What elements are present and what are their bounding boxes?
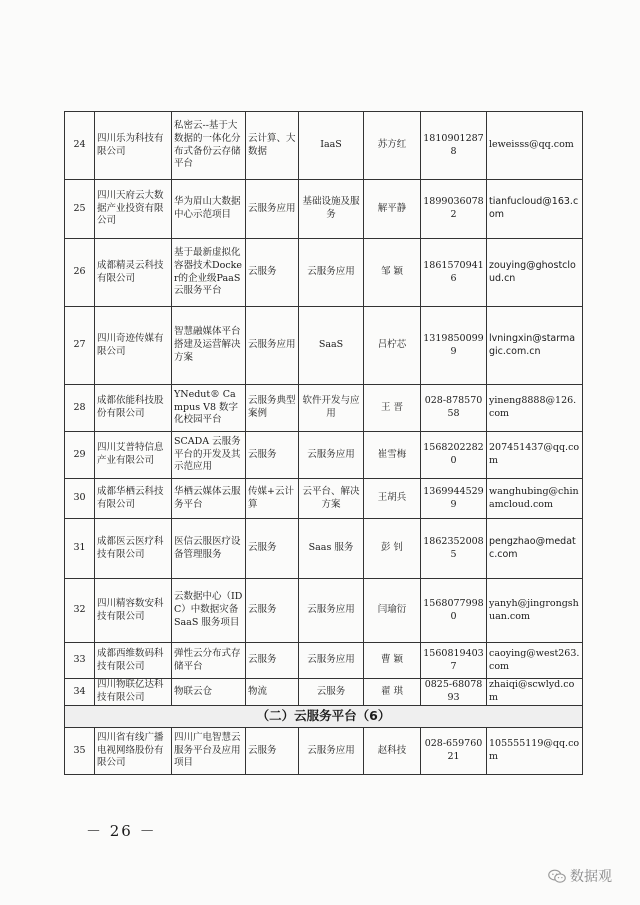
cell-company: 四川精容数安科技有限公司 bbox=[95, 579, 172, 643]
cell-field: 云服务 bbox=[246, 579, 299, 643]
wechat-icon bbox=[548, 869, 566, 884]
cell-no: 27 bbox=[65, 307, 95, 385]
cell-contact: 苏方红 bbox=[364, 112, 421, 180]
project-table bbox=[64, 111, 583, 775]
cell-type: 云服务应用 bbox=[299, 579, 364, 643]
cell-email: zhaiqi@scwlyd.com bbox=[487, 679, 583, 706]
cell-project: 医信云服医疗设备管理服务 bbox=[172, 519, 246, 579]
cell-contact: 吕柠芯 bbox=[364, 307, 421, 385]
table-row bbox=[65, 112, 583, 180]
cell-email: 105555119@qq.com bbox=[487, 728, 583, 775]
cell-no: 34 bbox=[65, 679, 95, 706]
cell-phone: 18623520085 bbox=[421, 519, 487, 579]
cell-project: SCADA 云服务平台的开发及其示范应用 bbox=[172, 432, 246, 479]
cell-type: 云服务应用 bbox=[299, 239, 364, 307]
cell-no: 29 bbox=[65, 432, 95, 479]
cell-phone: 13699445299 bbox=[421, 479, 487, 519]
cell-phone: 0825-6807893 bbox=[421, 679, 487, 706]
cell-field: 云服务典型案例 bbox=[246, 385, 299, 432]
cell-phone: 18109012878 bbox=[421, 112, 487, 180]
cell-project: 智慧融媒体平台搭建及运营解决方案 bbox=[172, 307, 246, 385]
cell-field: 物流 bbox=[246, 679, 299, 706]
cell-contact: 邹 颖 bbox=[364, 239, 421, 307]
cell-contact: 赵科技 bbox=[364, 728, 421, 775]
cell-company: 成都精灵云科技有限公司 bbox=[95, 239, 172, 307]
cell-no: 26 bbox=[65, 239, 95, 307]
table-row bbox=[65, 385, 583, 432]
cell-email: wanghubing@chinamcloud.com bbox=[487, 479, 583, 519]
cell-contact: 王胡兵 bbox=[364, 479, 421, 519]
cell-contact: 曹 颖 bbox=[364, 643, 421, 679]
cell-company: 四川乐为科技有限公司 bbox=[95, 112, 172, 180]
cell-company: 四川天府云大数据产业投资有限公司 bbox=[95, 180, 172, 239]
table-row bbox=[65, 307, 583, 385]
cell-type: 云服务应用 bbox=[299, 432, 364, 479]
table-row bbox=[65, 643, 583, 679]
page-number: － 26 － bbox=[86, 822, 157, 840]
table-row bbox=[65, 180, 583, 239]
cell-company: 四川艾普特信息产业有限公司 bbox=[95, 432, 172, 479]
cell-contact: 翟 琪 bbox=[364, 679, 421, 706]
cell-no: 32 bbox=[65, 579, 95, 643]
cell-email: tianfucloud@163.com bbox=[487, 180, 583, 239]
cell-email: pengzhao@medatc.com bbox=[487, 519, 583, 579]
section-title: （二）云服务平台（6） bbox=[65, 706, 583, 728]
cell-project: 云数据中心（IDC）中数据灾备 SaaS 服务项目 bbox=[172, 579, 246, 643]
cell-no: 30 bbox=[65, 479, 95, 519]
cell-contact: 王 晋 bbox=[364, 385, 421, 432]
table-row bbox=[65, 519, 583, 579]
cell-company: 四川奇迹传媒有限公司 bbox=[95, 307, 172, 385]
cell-company: 四川物联亿达科技有限公司 bbox=[95, 679, 172, 706]
cell-company: 成都医云医疗科技有限公司 bbox=[95, 519, 172, 579]
cell-phone: 028-87857058 bbox=[421, 385, 487, 432]
cell-no: 28 bbox=[65, 385, 95, 432]
cell-contact: 解平静 bbox=[364, 180, 421, 239]
watermark-text: 数据观 bbox=[570, 869, 612, 885]
table-row bbox=[65, 728, 583, 775]
cell-field: 云服务应用 bbox=[246, 180, 299, 239]
cell-type: 云服务应用 bbox=[299, 643, 364, 679]
cell-project: 四川广电智慧云服务平台及应用项目 bbox=[172, 728, 246, 775]
cell-field: 云服务 bbox=[246, 432, 299, 479]
cell-no: 25 bbox=[65, 180, 95, 239]
cell-email: lvningxin@starmagic.com.cn bbox=[487, 307, 583, 385]
cell-field: 云服务 bbox=[246, 239, 299, 307]
cell-no: 35 bbox=[65, 728, 95, 775]
cell-field: 云服务 bbox=[246, 728, 299, 775]
table-row bbox=[65, 479, 583, 519]
cell-email: leweisss@qq.com bbox=[487, 112, 583, 180]
cell-field: 云服务应用 bbox=[246, 307, 299, 385]
cell-project: 弹性云分布式存储平台 bbox=[172, 643, 246, 679]
cell-project: 华栖云媒体云服务平台 bbox=[172, 479, 246, 519]
cell-email: yineng8888@126.com bbox=[487, 385, 583, 432]
table-row bbox=[65, 239, 583, 307]
cell-email: 207451437@qq.com bbox=[487, 432, 583, 479]
cell-type: 软件开发与应用 bbox=[299, 385, 364, 432]
cell-contact: 闫瑜衍 bbox=[364, 579, 421, 643]
table-row bbox=[65, 679, 583, 706]
cell-field: 云服务 bbox=[246, 643, 299, 679]
cell-company: 成都依能科技股份有限公司 bbox=[95, 385, 172, 432]
cell-project: 基于最新虚拟化容器技术Docker的企业级PaaS云服务平台 bbox=[172, 239, 246, 307]
cell-no: 31 bbox=[65, 519, 95, 579]
cell-contact: 崔雪梅 bbox=[364, 432, 421, 479]
cell-phone: 028-65976021 bbox=[421, 728, 487, 775]
table-body bbox=[65, 112, 583, 775]
cell-phone: 18615709416 bbox=[421, 239, 487, 307]
cell-field: 传媒+云计算 bbox=[246, 479, 299, 519]
cell-project: 私密云--基于大数据的一体化分布式备份云存储平台 bbox=[172, 112, 246, 180]
table-row bbox=[65, 432, 583, 479]
cell-email: yanyh@jingrongshuan.com bbox=[487, 579, 583, 643]
cell-phone: 15680779980 bbox=[421, 579, 487, 643]
cell-project: 华为眉山大数据中心示范项目 bbox=[172, 180, 246, 239]
table-row bbox=[65, 579, 583, 643]
cell-email: caoying@west263.com bbox=[487, 643, 583, 679]
section-row bbox=[65, 706, 583, 728]
cell-phone: 15608194037 bbox=[421, 643, 487, 679]
watermark bbox=[548, 866, 612, 886]
cell-phone: 18990360782 bbox=[421, 180, 487, 239]
cell-contact: 彭 钊 bbox=[364, 519, 421, 579]
cell-type: 云平台、解决方案 bbox=[299, 479, 364, 519]
cell-type: 云服务应用 bbox=[299, 728, 364, 775]
cell-field: 云服务 bbox=[246, 519, 299, 579]
cell-project: 物联云仓 bbox=[172, 679, 246, 706]
cell-company: 四川省有线广播电视网络股份有限公司 bbox=[95, 728, 172, 775]
cell-company: 成都西维数码科技有限公司 bbox=[95, 643, 172, 679]
cell-field: 云计算、大数据 bbox=[246, 112, 299, 180]
cell-company: 成都华栖云科技有限公司 bbox=[95, 479, 172, 519]
cell-no: 24 bbox=[65, 112, 95, 180]
cell-type: Saas 服务 bbox=[299, 519, 364, 579]
cell-phone: 15682022820 bbox=[421, 432, 487, 479]
cell-project: YNedut® Campus V8 数字化校园平台 bbox=[172, 385, 246, 432]
cell-type: IaaS bbox=[299, 112, 364, 180]
cell-no: 33 bbox=[65, 643, 95, 679]
cell-type: 基础设施及服务 bbox=[299, 180, 364, 239]
cell-phone: 13198500999 bbox=[421, 307, 487, 385]
cell-type: SaaS bbox=[299, 307, 364, 385]
cell-type: 云服务 bbox=[299, 679, 364, 706]
cell-email: zouying@ghostcloud.cn bbox=[487, 239, 583, 307]
